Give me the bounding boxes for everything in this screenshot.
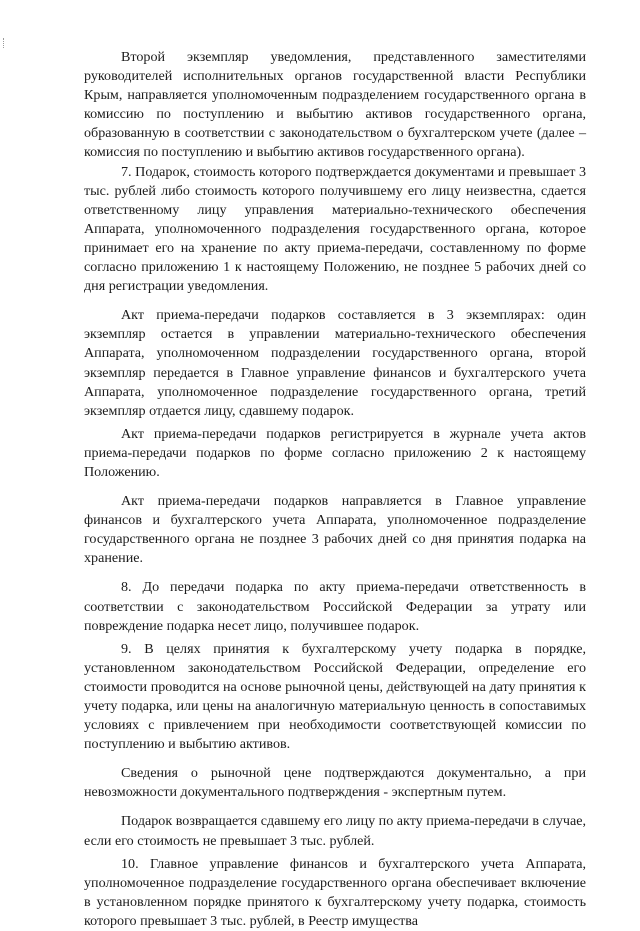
paragraph-item-10: 10. Главное управление финансов и бухгалтерского учета Аппарата, уполномоченное подразделение государственного органа обеспечивает включение в установленном порядке принятого к бухгалтерскому учету подарка, стоимость которого превышает 3 тыс. рублей, в Реестр имущества	[84, 855, 586, 929]
paragraph-act-copies: Акт приема-передачи подарков составляется в 3 экземплярах: один экземпляр остается в управлении материально-технического обеспечения Аппарата, уполномоченном подразделении государственного органа, второй экземпляр передается в Главное управление финансов и бухгалтерского учета Аппарата, уполномоченное подразделение государственного органа, третий экземпляр отдается лицу, сдавшему подарок.	[84, 307, 586, 419]
paragraph-market-price: Сведения о рыночной цене подтверждаются документально, а при невозможности документального подтверждения - экспертным путем.	[84, 765, 586, 801]
document-page	[84, 48, 586, 931]
paragraph-act-registration: Акт приема-передачи подарков регистрируется в журнале учета актов приема-передачи подарков по форме согласно приложению 2 к настоящему Положению.	[84, 425, 586, 480]
paragraph-item-7: 7. Подарок, стоимость которого подтверждается документами и превышает 3 тыс. рублей либо стоимость которого получившему его лицу неизвестна, сдается ответственному лицу управления материально-технического обеспечения Аппарата, уполномоченного подразделения государственного органа, которое принимает его на хранение по акту приема-передачи, составленному по форме согласно приложению 1 к настоящему Положению, не позднее 5 рабочих дней со дня регистрации уведомления.	[84, 163, 586, 295]
paragraph-item-9: 9. В целях принятия к бухгалтерскому учету подарка в порядке, установленном законодательством Российской Федерации, определение его стоимости проводится на основе рыночной цены, действующей на дату принятия к учету подарка, или цены на аналогичную материальную ценность в сопоставимых условиях с привлечением при необходимости соответствующей комиссии по поступлению и выбытию активов.	[84, 640, 586, 753]
paragraph-gift-return: Подарок возвращается сдавшему его лицу по акту приема-передачи в случае, если его стоимость не превышает 3 тыс. рублей.	[84, 813, 586, 849]
paragraph-item-8: 8. До передачи подарка по акту приема-передачи ответственность в соответствии с законодательством Российской Федерации за утрату или повреждение подарка несет лицо, получившее подарок.	[84, 579, 586, 634]
scan-edge-mark	[3, 38, 6, 48]
paragraph-second-copy-notice: Второй экземпляр уведомления, представленного заместителями руководителей исполнительных органов государственной власти Республики Крым, направляется уполномоченным подразделением государственного органа в комиссию по поступлению и выбытию активов государственного органа, образованную в соответствии с законодательством о бухгалтерском учете (далее – комиссия по поступлению и выбытию активов государственного органа).	[84, 49, 586, 161]
paragraph-act-sending: Акт приема-передачи подарков направляется в Главное управление финансов и бухгалтерского учета Аппарата, уполномоченное подразделение государственного органа не позднее 3 рабочих дней со дня принятия подарка на хранение.	[84, 493, 586, 567]
